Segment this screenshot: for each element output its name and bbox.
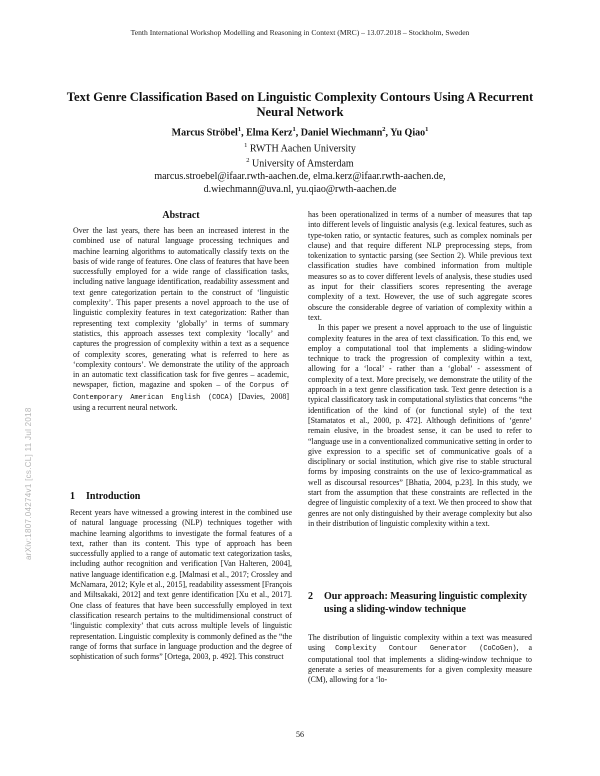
author-emails: marcus.stroebel@ifaar.rwth-aachen.de, elma.kerz@ifaar.rwth-aachen.de, — [154, 171, 446, 183]
affiliation-mark: 2 — [382, 126, 386, 133]
paper-title: Text Genre Classification Based on Linguistic Complexity Contours Using A Recurrent Neural Network — [66, 90, 534, 119]
abstract-heading: Abstract — [162, 210, 200, 221]
introduction-body: Recent years have witnessed a growing interest in the combined use of natural language processing (NLP) techniques together with machine learning algorithms to investigate the formal features of a text, rather than its content. This type of approach has been successfully applied to a range of automatic text categorization tasks, including author recognition and verification [Van Halteren, 2004], native language identification e.g. [Malmasi et al., 2017; Crossley and McNamara, 2012; Kyle et al., 2015], readability assessment [François and Miltsakaki, 2012] and text genre identification [Xu et al., 2017]. One class of features that have been successfully employed in text classification research pertains to the multidimensional construct of ‘linguistic complexity’ that cuts across multiple levels of linguistic representation. Linguistic complexity is commonly defined as the “the range of forms that surface in language production and the degree of sophistication of such forms” [Ortega, 2003, p. 492]. This construct — [70, 508, 292, 662]
tool-name: Complexity Contour Generator (CoCoGen) — [335, 645, 517, 654]
affiliation-mark: 1 — [237, 126, 242, 133]
right-column-body — [308, 210, 532, 529]
affiliation-1: $^1$ RWTH Aachen University — [244, 141, 356, 155]
affiliation-mark: 1 — [425, 126, 429, 133]
approach-body: The distribution of linguistic complexity within a text was measured using Complexity Contour Generator (CoCoGen), a computational tool that implements a sliding-window technique to generate a series of measurements for a given complexity measure (CM), allowing for a ‘lo- — [308, 633, 532, 685]
arxiv-stamp: arXiv:1807.04274v1 [cs.CL] 11 Jul 2018 — [24, 407, 33, 560]
author-names: Marcus Ströbel$^1$, Elma Kerz$^1$, Daniel Wiechmann$^2$, Yu Qiao$^1$ — [171, 126, 429, 139]
author-block — [60, 124, 540, 196]
running-header: Tenth International Workshop Modelling and Reasoning in Context (MRC) – 13.07.2018 – Stockholm, Sweden — [130, 28, 470, 37]
affiliation-mark: 1 — [292, 126, 296, 133]
paragraph: has been operationalized in terms of a number of measures that tap into different levels of linguistic analysis (e.g. lexical features, such as type-token ratio, or syntactic features, such as complex nominals per clause) and that require different NLP preprocessing steps, from tokenization to syntactic parsing (see Section 2). While previous text classification studies have combined information from multiple measures so as to cover different levels of analysis, these studies used as input for their classifiers scores representing the average complexity of a text. However, the use of such aggregate scores obscure the considerable degree of variation of complexity within a text. — [308, 210, 532, 322]
affiliation-2: $^2$ University of Amsterdam — [246, 157, 354, 170]
section-heading-introduction: 1 Introduction — [70, 491, 141, 502]
paragraph: In this paper we present a novel approach to the use of linguistic complexity features in the area of text classification. To this end, we employ a computational tool that implements a sliding-window technique to track the progression of complexity within a text, allowing for a ‘local’ - rather than a ‘global’ - assessment of complexity of a text. More precisely, we demonstrate the utility of the approach in a text genre classification task. Text genre detection is a typical classificatory task in computational stylistics that concerns “the identification of the kind of (or functional style) of the text [Stamatatos et al., 2000, p. 472]. Although definitions of ‘genre’ remain elusive, in the broadest sense, it can be used to refer to “language use in a conventionalized communicative setting in order to give expression to a specific set of communicative goals of a disciplinary or social institution, which give rise to stable structural forms by imposing constraints on the use of lexico-grammatical as well as discoursal resources” [Bhatia, 2004, p.23]. In this study, we start from the assumption that these constraints are reflected in the degree of linguistic complexity of a text. We then proceed to show that genres are not only distinguished by their average complexity but also in their distribution of linguistic complexity within a text. — [308, 323, 532, 528]
page-number: 56 — [296, 730, 304, 739]
author-name: Elma Kerz — [246, 127, 293, 139]
section-heading-approach: 2 Our approach: Measuring linguistic complexity using a sliding-window technique — [308, 591, 527, 615]
author-name: Yu Qiao — [390, 127, 426, 139]
corpus-name: Corpus of Contemporary American English (COCA) — [73, 382, 289, 402]
author-name: Marcus Ströbel — [171, 127, 238, 139]
author-emails: d.wiechmann@uva.nl, yu.qiao@rwth-aachen.de — [203, 183, 397, 195]
abstract-body: Over the last years, there has been an increased interest in the combined use of natural language processing techniques and machine learning algorithms to automatically classify texts on the basis of wide range of features. One class of features that have been successfully employed for a wide range of classification tasks, including native language identification, readability assessment and text genre categorization pertain to the construct of ‘linguistic complexity’. This paper presents a novel approach to the use of linguistic complexity features in text categorization: Rather than representing text complexity ‘globally’ in terms of summary statistics, this approach assesses text complexity ‘locally’ and captures the progression of complexity within a text as a sequence of complexity scores, generating what is referred to here as ‘complexity contours’. We demonstrate the utility of the approach in an automatic text classification task for five genres – academic, newspaper, fiction, magazine and spoken – of the Corpus of Contemporary American English (COCA) [Davies, 2008] using a recurrent neural network. — [73, 226, 289, 413]
author-name: Daniel Wiechmann — [300, 127, 383, 139]
